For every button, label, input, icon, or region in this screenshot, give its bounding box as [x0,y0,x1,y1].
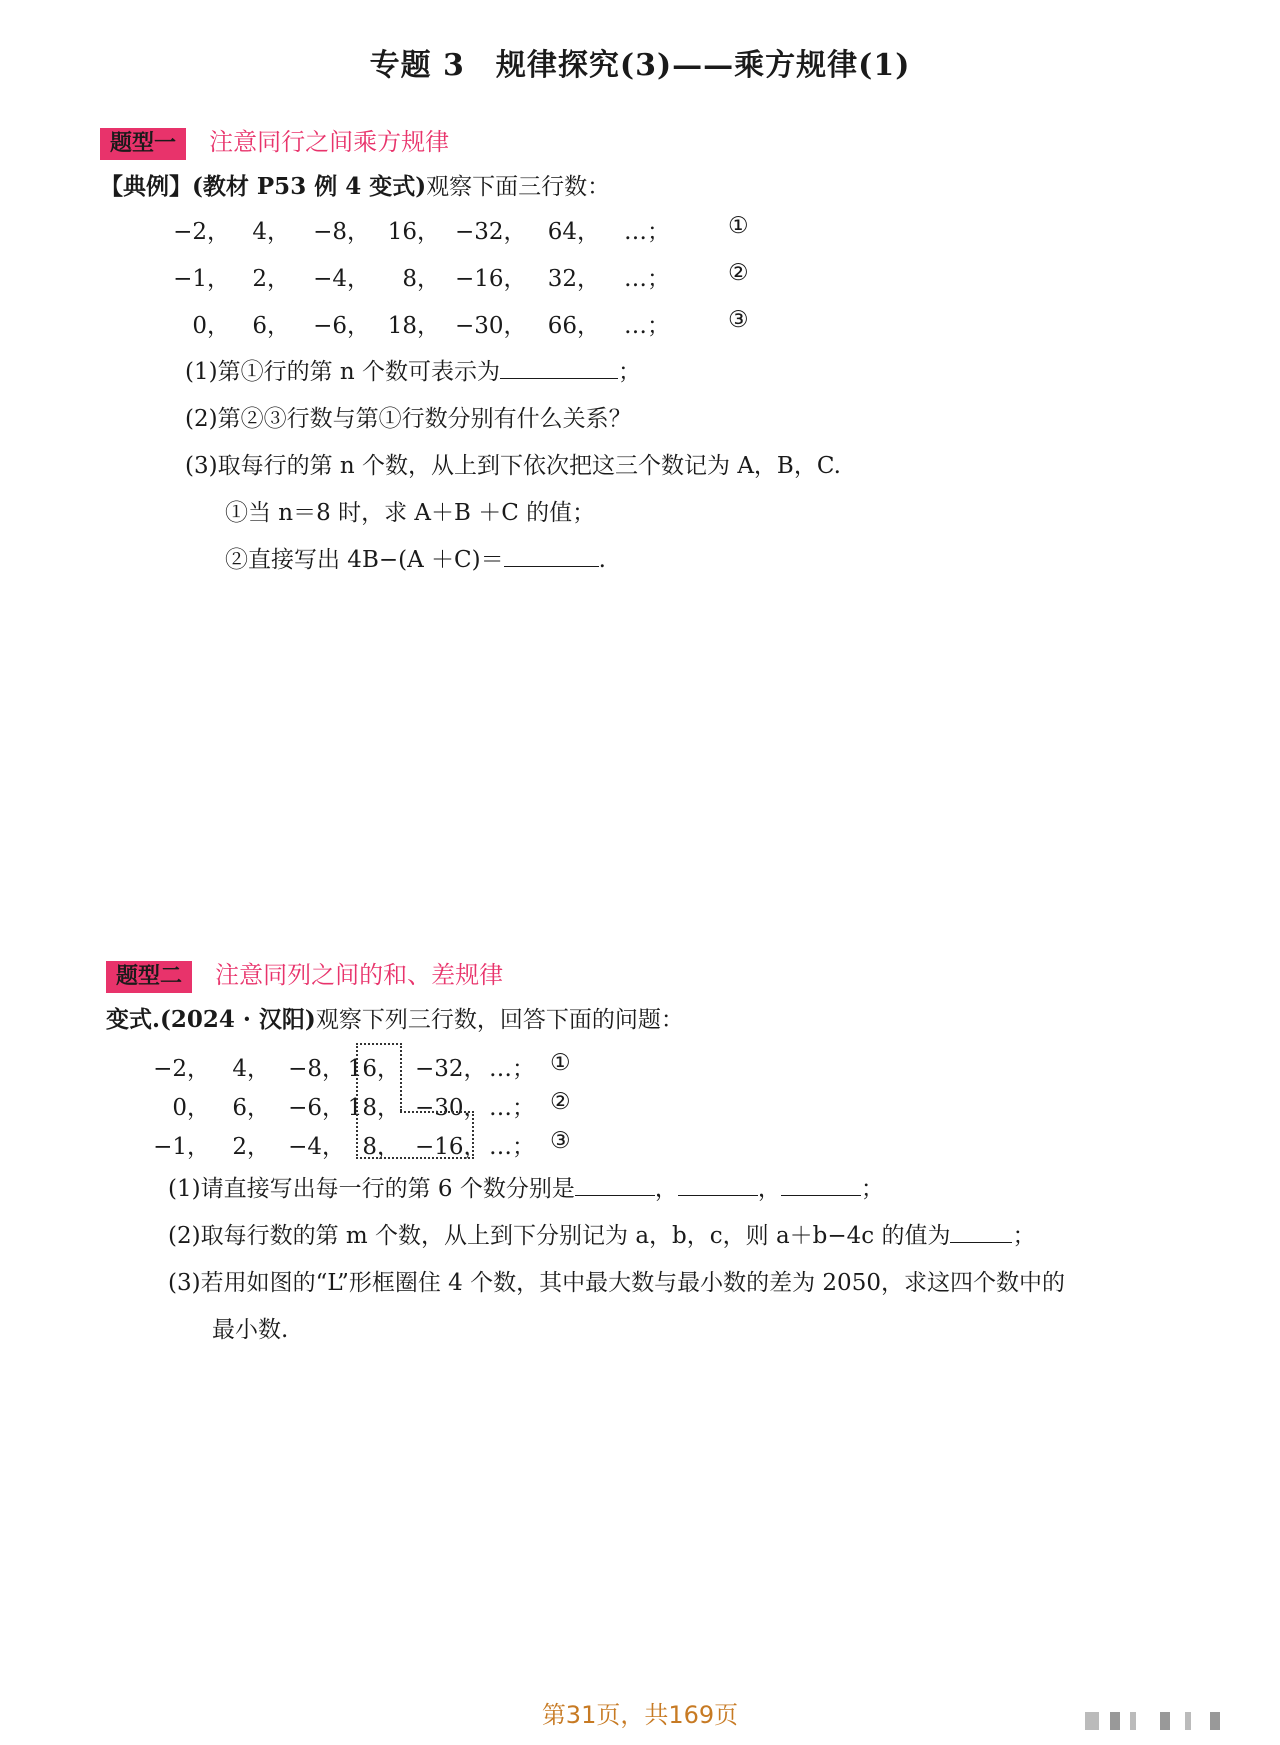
s1-row3-cell: 6， [252,313,290,339]
page-footer: 第31页，共169页 [541,1701,739,1729]
s2-row1-cell: 16， [347,1056,400,1082]
section1-tag: 题型一 [100,128,186,160]
s1-q1-end: ； [618,359,642,385]
s2-q1-sep2: ， [757,1176,781,1202]
s1-question-3b [225,541,606,574]
s1-question-2: (2)第②③行数与第①行数分别有什么关系？ [185,406,632,432]
section2-header [106,955,503,993]
scan-mark [1160,1712,1170,1730]
s1-q3b-blank[interactable] [504,544,599,567]
s2-q1-blank-1[interactable] [575,1173,655,1196]
s2-question-2 [168,1217,1035,1250]
s1-question-3a: ①当 n＝8 时，求 A＋B ＋C 的值； [225,500,596,526]
s1-row3-cell: −6， [313,313,370,339]
s1-q3b-end: . [598,547,606,573]
s2-row2-cell: 0， [172,1095,210,1121]
s1-row2-cell: −1， [173,266,230,292]
s1-q3b-text: ②直接写出 4B−(A ＋C)＝ [225,547,504,573]
s2-row3-cell: …； [489,1134,535,1160]
variant-text: 观察下列三行数，回答下面的问题： [315,1007,684,1033]
variant-label: 变式. [106,1006,161,1033]
s1-question-1 [185,353,641,386]
s1-row3-cell: −30， [455,313,527,339]
s1-row1-cell: 64， [547,219,600,245]
s1-row1-cell: 4， [252,219,290,245]
s1-row3-marker: ③ [728,307,749,333]
scan-mark [1110,1712,1120,1730]
s2-q1-sep1: ， [654,1176,678,1202]
s2-row2-marker: ② [550,1089,571,1115]
scan-mark [1130,1712,1136,1730]
s2-row3-cell: −1， [153,1134,210,1160]
s1-row1-cell: −32， [455,219,527,245]
s1-row1-marker: ① [728,213,749,239]
s1-row3-cell: 0， [192,313,230,339]
s2-q1-end: ； [860,1176,884,1202]
s2-row3-cell: −4， [288,1134,345,1160]
s1-row1-cell: 16， [387,219,440,245]
s2-question-3-line1: (3)若用如图的“L”形框圈住 4 个数，其中最大数与最小数的差为 2050，求这四个数中的 [168,1270,1065,1296]
s1-row1-cell: −8， [313,219,370,245]
variant-intro [106,1001,684,1034]
example-source: (教材 P53 例 4 变式) [192,173,427,200]
s1-row3-cell: …； [624,313,670,339]
example-label: 【典例】 [100,173,192,200]
l-frame-horizontal [400,1111,474,1159]
s1-row2-cell: 32， [547,266,600,292]
s2-q2-blank[interactable] [950,1220,1012,1243]
s1-q1-text: (1)第①行的第 n 个数可表示为 [185,359,501,385]
s1-question-3: (3)取每行的第 n 个数，从上到下依次把这三个数记为 A，B，C. [185,453,841,479]
scan-mark [1185,1712,1191,1730]
s1-row2-cell: …； [624,266,670,292]
s2-row1-cell: 4， [232,1056,270,1082]
s2-row1-cell: …； [489,1056,535,1082]
s2-q2-text: (2)取每行数的第 m 个数，从上到下分别记为 a，b，c，则 a＋b−4c 的值为 [168,1223,951,1249]
s1-row2-cell: 8， [402,266,440,292]
section2-heading: 注意同列之间的和、差规律 [215,961,504,989]
s2-q2-end: ； [1012,1223,1036,1249]
s2-question-3-line2: 最小数. [212,1317,289,1343]
section2-tag: 题型二 [106,961,192,993]
s2-row3-cell: −16， [415,1134,487,1160]
s2-row2-cell: …； [489,1095,535,1121]
s2-row1-cell: −2， [153,1056,210,1082]
section1-heading: 注意同行之间乘方规律 [209,128,450,156]
s2-row1-cell: −32， [415,1056,487,1082]
s2-row1-marker: ① [550,1050,571,1076]
page-title: 专题 3 规律探究(3)——乘方规律(1) [369,48,911,83]
s2-row2-cell: −6， [288,1095,345,1121]
scan-mark [1085,1712,1099,1730]
s2-row2-cell: 6， [232,1095,270,1121]
s2-row3-cell: 8， [362,1134,400,1160]
s1-row2-cell: 2， [252,266,290,292]
example-text: 观察下面三行数： [426,174,611,200]
s1-row3-cell: 18， [387,313,440,339]
example-intro [100,168,610,201]
section1-header [100,122,449,160]
s2-row2-cell: −30， [415,1095,487,1121]
s2-row3-marker: ③ [550,1128,571,1154]
l-frame-inner-edge [400,1043,402,1111]
s2-row3-cell: 2， [232,1134,270,1160]
s2-row2-cell: 18， [347,1095,400,1121]
s1-row1-cell: −2， [173,219,230,245]
s1-row2-cell: −4， [313,266,370,292]
s1-row3-cell: 66， [547,313,600,339]
s1-row1-cell: …； [624,219,670,245]
s2-q1-blank-2[interactable] [678,1173,758,1196]
s1-q1-blank[interactable] [500,356,618,379]
s2-row1-cell: −8， [288,1056,345,1082]
variant-source: (2024 · 汉阳) [160,1006,316,1033]
s2-q1-text: (1)请直接写出每一行的第 6 个数分别是 [168,1176,575,1202]
s2-q1-blank-3[interactable] [781,1173,861,1196]
s2-question-1 [168,1170,884,1203]
s1-row2-cell: −16， [455,266,527,292]
l-frame-vertical [356,1043,402,1159]
s1-row2-marker: ② [728,260,749,286]
scan-mark [1210,1712,1220,1730]
